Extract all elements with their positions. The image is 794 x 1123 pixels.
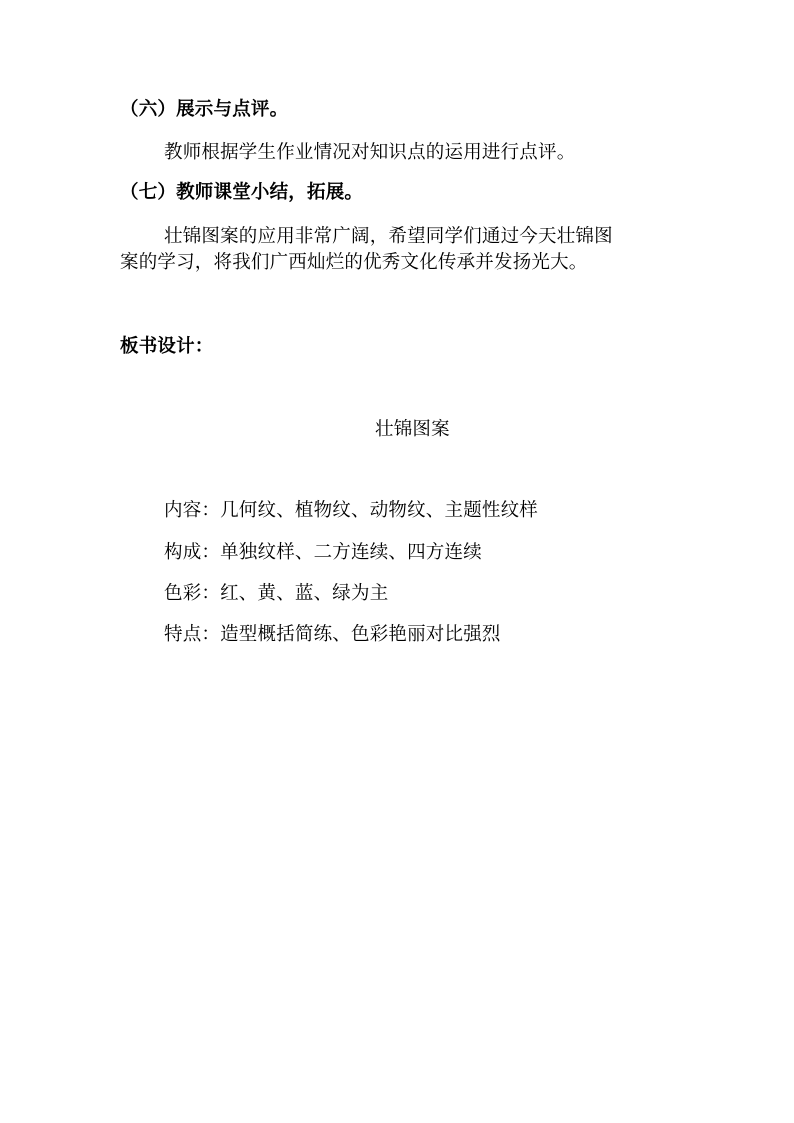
board-item-features: 特点：造型概括简练、色彩艳丽对比强烈	[164, 624, 501, 645]
board-item-content: 内容：几何纹、植物纹、动物纹、主题性纹样	[164, 500, 539, 521]
board-item-colors: 色彩：红、黄、蓝、绿为主	[164, 583, 389, 604]
board-design-title: 壮锦图案	[375, 419, 450, 440]
section-6-body-line-1: 教师根据学生作业情况对知识点的运用进行点评。	[164, 142, 576, 163]
section-7-body-line-1: 壮锦图案的应用非常广阔，希望同学们通过今天壮锦图	[164, 226, 613, 247]
board-design-heading: 板书设计：	[120, 336, 214, 357]
board-item-composition: 构成：单独纹样、二方连续、四方连续	[164, 542, 482, 563]
section-7-heading: （七）教师课堂小结，拓展。	[120, 182, 364, 203]
section-7-body-line-2: 案的学习，将我们广西灿烂的优秀文化传承并发扬光大。	[120, 252, 588, 273]
section-6-heading: （六）展示与点评。	[120, 99, 289, 120]
